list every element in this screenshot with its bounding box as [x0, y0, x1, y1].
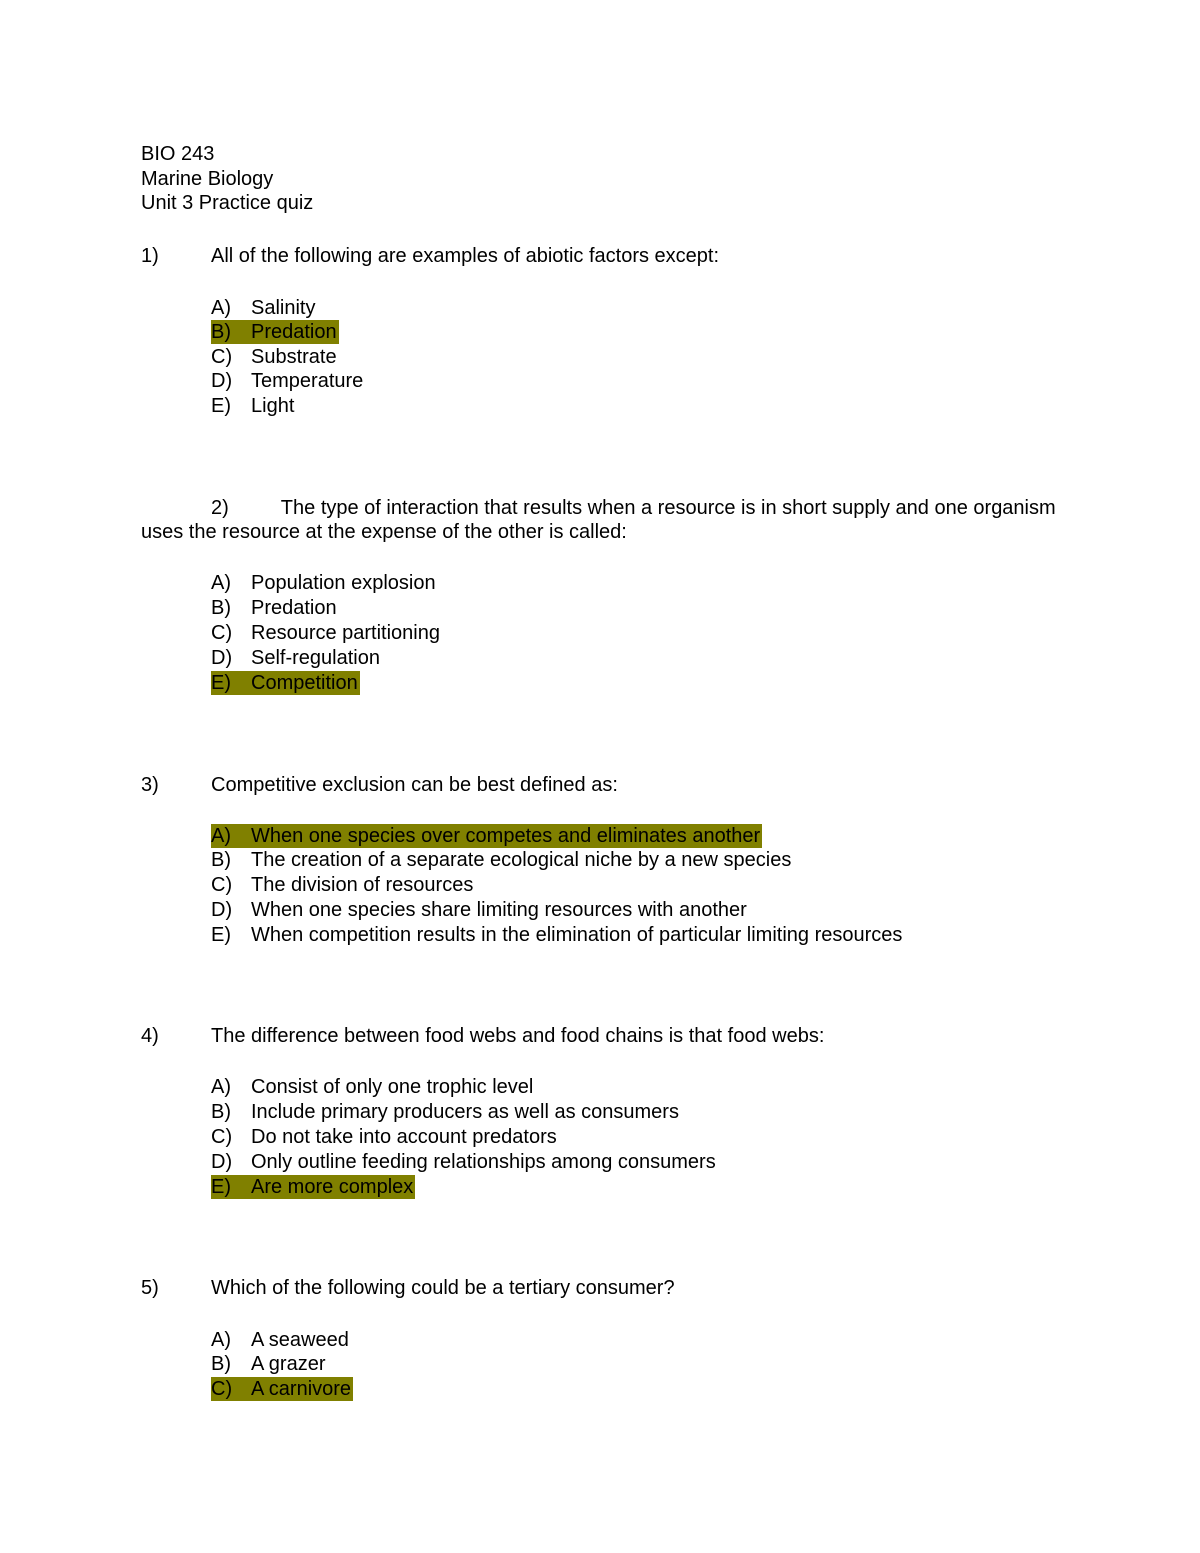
option-letter: B) — [211, 321, 231, 343]
question-5-number: 5) — [141, 1277, 159, 1299]
question-5-option-b — [211, 1352, 325, 1376]
option-text: Self-regulation — [251, 647, 380, 669]
option-text: The creation of a separate ecological niche by a new species — [251, 849, 792, 871]
option-letter: D) — [211, 647, 233, 669]
option-text: A grazer — [251, 1353, 326, 1375]
option-text: Only outline feeding relationships among consumers — [251, 1151, 716, 1173]
course-code: BIO 243 — [141, 143, 215, 165]
option-text: Light — [251, 395, 295, 417]
question-3-option-d — [211, 898, 747, 922]
option-text: Predation — [251, 321, 337, 343]
option-text: When one species share limiting resources with another — [251, 899, 747, 921]
question-1-number: 1) — [141, 245, 159, 267]
question-4-number: 4) — [141, 1025, 159, 1047]
question-4-option-d — [211, 1150, 716, 1174]
question-2-option-e — [211, 671, 360, 695]
option-letter: C) — [211, 346, 233, 368]
option-letter: A) — [211, 297, 231, 319]
question-2 — [141, 496, 1071, 544]
question-2-option-b — [211, 596, 337, 620]
option-letter: A) — [211, 1329, 231, 1351]
option-text: Salinity — [251, 297, 316, 319]
question-4-option-a — [211, 1075, 533, 1099]
question-4-text: The difference between food webs and food chains is that food webs: — [211, 1025, 825, 1047]
option-text: Predation — [251, 597, 337, 619]
option-letter: A) — [211, 825, 231, 847]
option-text: Are more complex — [251, 1176, 414, 1198]
option-letter: E) — [211, 924, 231, 946]
option-letter: E) — [211, 672, 231, 694]
option-letter: E) — [211, 395, 231, 417]
question-3-option-b — [211, 848, 791, 872]
option-letter: D) — [211, 1151, 233, 1173]
option-letter: B) — [211, 1101, 231, 1123]
option-text: Resource partitioning — [251, 622, 440, 644]
question-3-option-c — [211, 873, 473, 897]
option-letter: A) — [211, 572, 231, 594]
question-2-option-c — [211, 621, 440, 645]
question-1-option-b — [211, 320, 339, 344]
question-3-option-e — [211, 923, 902, 947]
question-2-option-a — [211, 571, 436, 595]
question-1-option-d — [211, 369, 363, 393]
option-text: Include primary producers as well as consumers — [251, 1101, 679, 1123]
option-text: When competition results in the elimination of particular limiting resources — [251, 924, 903, 946]
option-letter: D) — [211, 370, 233, 392]
question-3-text: Competitive exclusion can be best defined as: — [211, 774, 618, 796]
question-1-text: All of the following are examples of abiotic factors except: — [211, 245, 720, 267]
option-text: Consist of only one trophic level — [251, 1076, 534, 1098]
option-letter: A) — [211, 1076, 231, 1098]
quiz-title: Unit 3 Practice quiz — [141, 192, 314, 214]
question-5-option-a — [211, 1328, 349, 1352]
option-letter: B) — [211, 849, 231, 871]
question-2-number: 2) — [211, 497, 229, 519]
option-letter: B) — [211, 597, 231, 619]
question-4-option-e — [211, 1175, 415, 1199]
question-5-option-c — [211, 1377, 353, 1401]
option-letter: E) — [211, 1176, 231, 1198]
question-2-text: The type of interaction that results when a resource is in short supply and one organism uses the resource at the expense of the other is called: — [141, 497, 1056, 543]
option-text: Population explosion — [251, 572, 436, 594]
question-4-option-c — [211, 1125, 557, 1149]
question-1-option-e — [211, 394, 294, 418]
option-text: The division of resources — [251, 874, 474, 896]
question-1-option-a — [211, 296, 315, 320]
option-text: Do not take into account predators — [251, 1126, 557, 1148]
option-text: Substrate — [251, 346, 337, 368]
question-1-option-c — [211, 345, 337, 369]
option-text: When one species over competes and eliminates another — [251, 825, 761, 847]
option-letter: C) — [211, 874, 233, 896]
option-text: Competition — [251, 672, 358, 694]
subject-name: Marine Biology — [141, 168, 274, 190]
question-3-number: 3) — [141, 774, 159, 796]
option-letter: C) — [211, 1378, 233, 1400]
question-5-text: Which of the following could be a tertiary consumer? — [211, 1277, 675, 1299]
question-3-option-a — [211, 824, 762, 848]
question-2-option-d — [211, 646, 380, 670]
option-text: A carnivore — [251, 1378, 352, 1400]
option-letter: D) — [211, 899, 233, 921]
option-letter: B) — [211, 1353, 231, 1375]
option-text: Temperature — [251, 370, 364, 392]
option-text: A seaweed — [251, 1329, 349, 1351]
option-letter: C) — [211, 622, 233, 644]
question-4-option-b — [211, 1100, 679, 1124]
option-letter: C) — [211, 1126, 233, 1148]
